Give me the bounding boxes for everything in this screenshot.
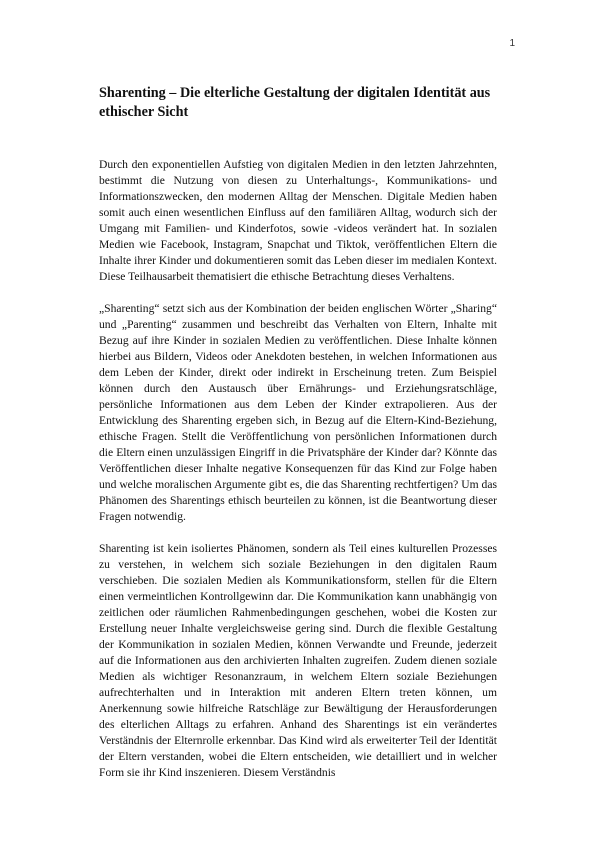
- document-body: [99, 157, 497, 797]
- paragraph-introduction: Durch den exponentiellen Aufstieg von digitalen Medien in den letzten Jahrzehnten, bestimmt die Nutzung von diesen zu Unterhaltungs-, Kommunikations- und Informationszwecken, den modernen Alltag der Menschen. Digitale Medien haben somit auch einen wesentlichen Einfluss auf den familiären Alltag, wodurch sich der Umgang mit Familien- und Kinderfotos, sowie -videos verändert hat. In sozialen Medien wie Facebook, Instagram, Snapchat und Tiktok, veröffentlichen Eltern die Inhalte ihrer Kinder und dokumentieren somit das Leben dieser im medialen Kontext. Diese Teilhausarbeit thematisiert die ethische Betrachtung dieses Verhaltens.: [99, 158, 497, 283]
- document-title: Sharenting – Die elterliche Gestaltung der digitalen Identität aus ethischer Sicht: [99, 85, 491, 120]
- paragraph-definition: „Sharenting“ setzt sich aus der Kombination der beiden englischen Wörter „Sharing“ und „Parenting“ zusammen und beschreibt das Verhalten von Eltern, Inhalte mit Bezug auf ihre Kinder in sozialen Medien zu veröffentlichen. Diese Inhalte können hierbei aus Bildern, Videos oder Anekdoten bestehen, in welchen Informationen aus dem Leben der Kinder, direkt oder indirekt in Erscheinung treten. Zum Beispiel können durch den Austausch über Ernährungs- und Erziehungsratschläge, persönliche Informationen aus dem Leben der Kinder extrapolieren. Aus der Entwicklung des Sharenting ergeben sich, in Bezug auf die Eltern-Kind-Beziehung, ethische Fragen. Stellt die Veröffentlichung von persönlichen Informationen durch die Eltern einen unzulässigen Eingriff in die Privatsphäre der Kinder dar? Könnte das Veröffentlichen dieser Inhalte negative Konsequenzen für das Kind zur Folge haben und welche moralischen Argumente gibt es, die das Sharenting rechtfertigen? Um das Phänomen des Sharentings ethisch beurteilen zu können, ist die Beantwortung dieser Fragen notwendig.: [99, 302, 497, 523]
- page-number: 1: [509, 38, 515, 49]
- paragraph-context: Sharenting ist kein isoliertes Phänomen, sondern als Teil eines kulturellen Prozesses zu verstehen, in welchem sich soziale Beziehungen in den digitalen Raum verschieben. Die sozialen Medien als Kommunikationsform, stellen für die Eltern einen vermeintlichen Kontrollgewinn dar. Die Kommunikation kann unabhängig von zeitlichen oder räumlichen Rahmenbedingungen geschehen, wobei die Kosten zur Erstellung neuer Inhalte vergleichsweise gering sind. Durch die flexible Gestaltung der Kommunikation in sozialen Medien, können Verwandte und Freunde, jederzeit auf die Informationen aus den archivierten Inhalten zugreifen. Zudem dienen soziale Medien als wichtiger Resonanzraum, in welchem Eltern soziale Beziehungen aufrechterhalten und in Interaktion mit anderen Eltern treten können, um Anerkennung sowie hilfreiche Ratschläge zur Bewältigung der Herausforderungen des elterlichen Alltags zu erfahren. Anhand des Sharentings ist ein verändertes Verständnis der Elternrolle erkennbar. Das Kind wird als erweiterter Teil der Identität der Eltern verstanden, wobei die Eltern entscheiden, wie detailliert und in welcher Form sie ihr Kind inszenieren. Diesem Verständnis: [99, 542, 497, 779]
